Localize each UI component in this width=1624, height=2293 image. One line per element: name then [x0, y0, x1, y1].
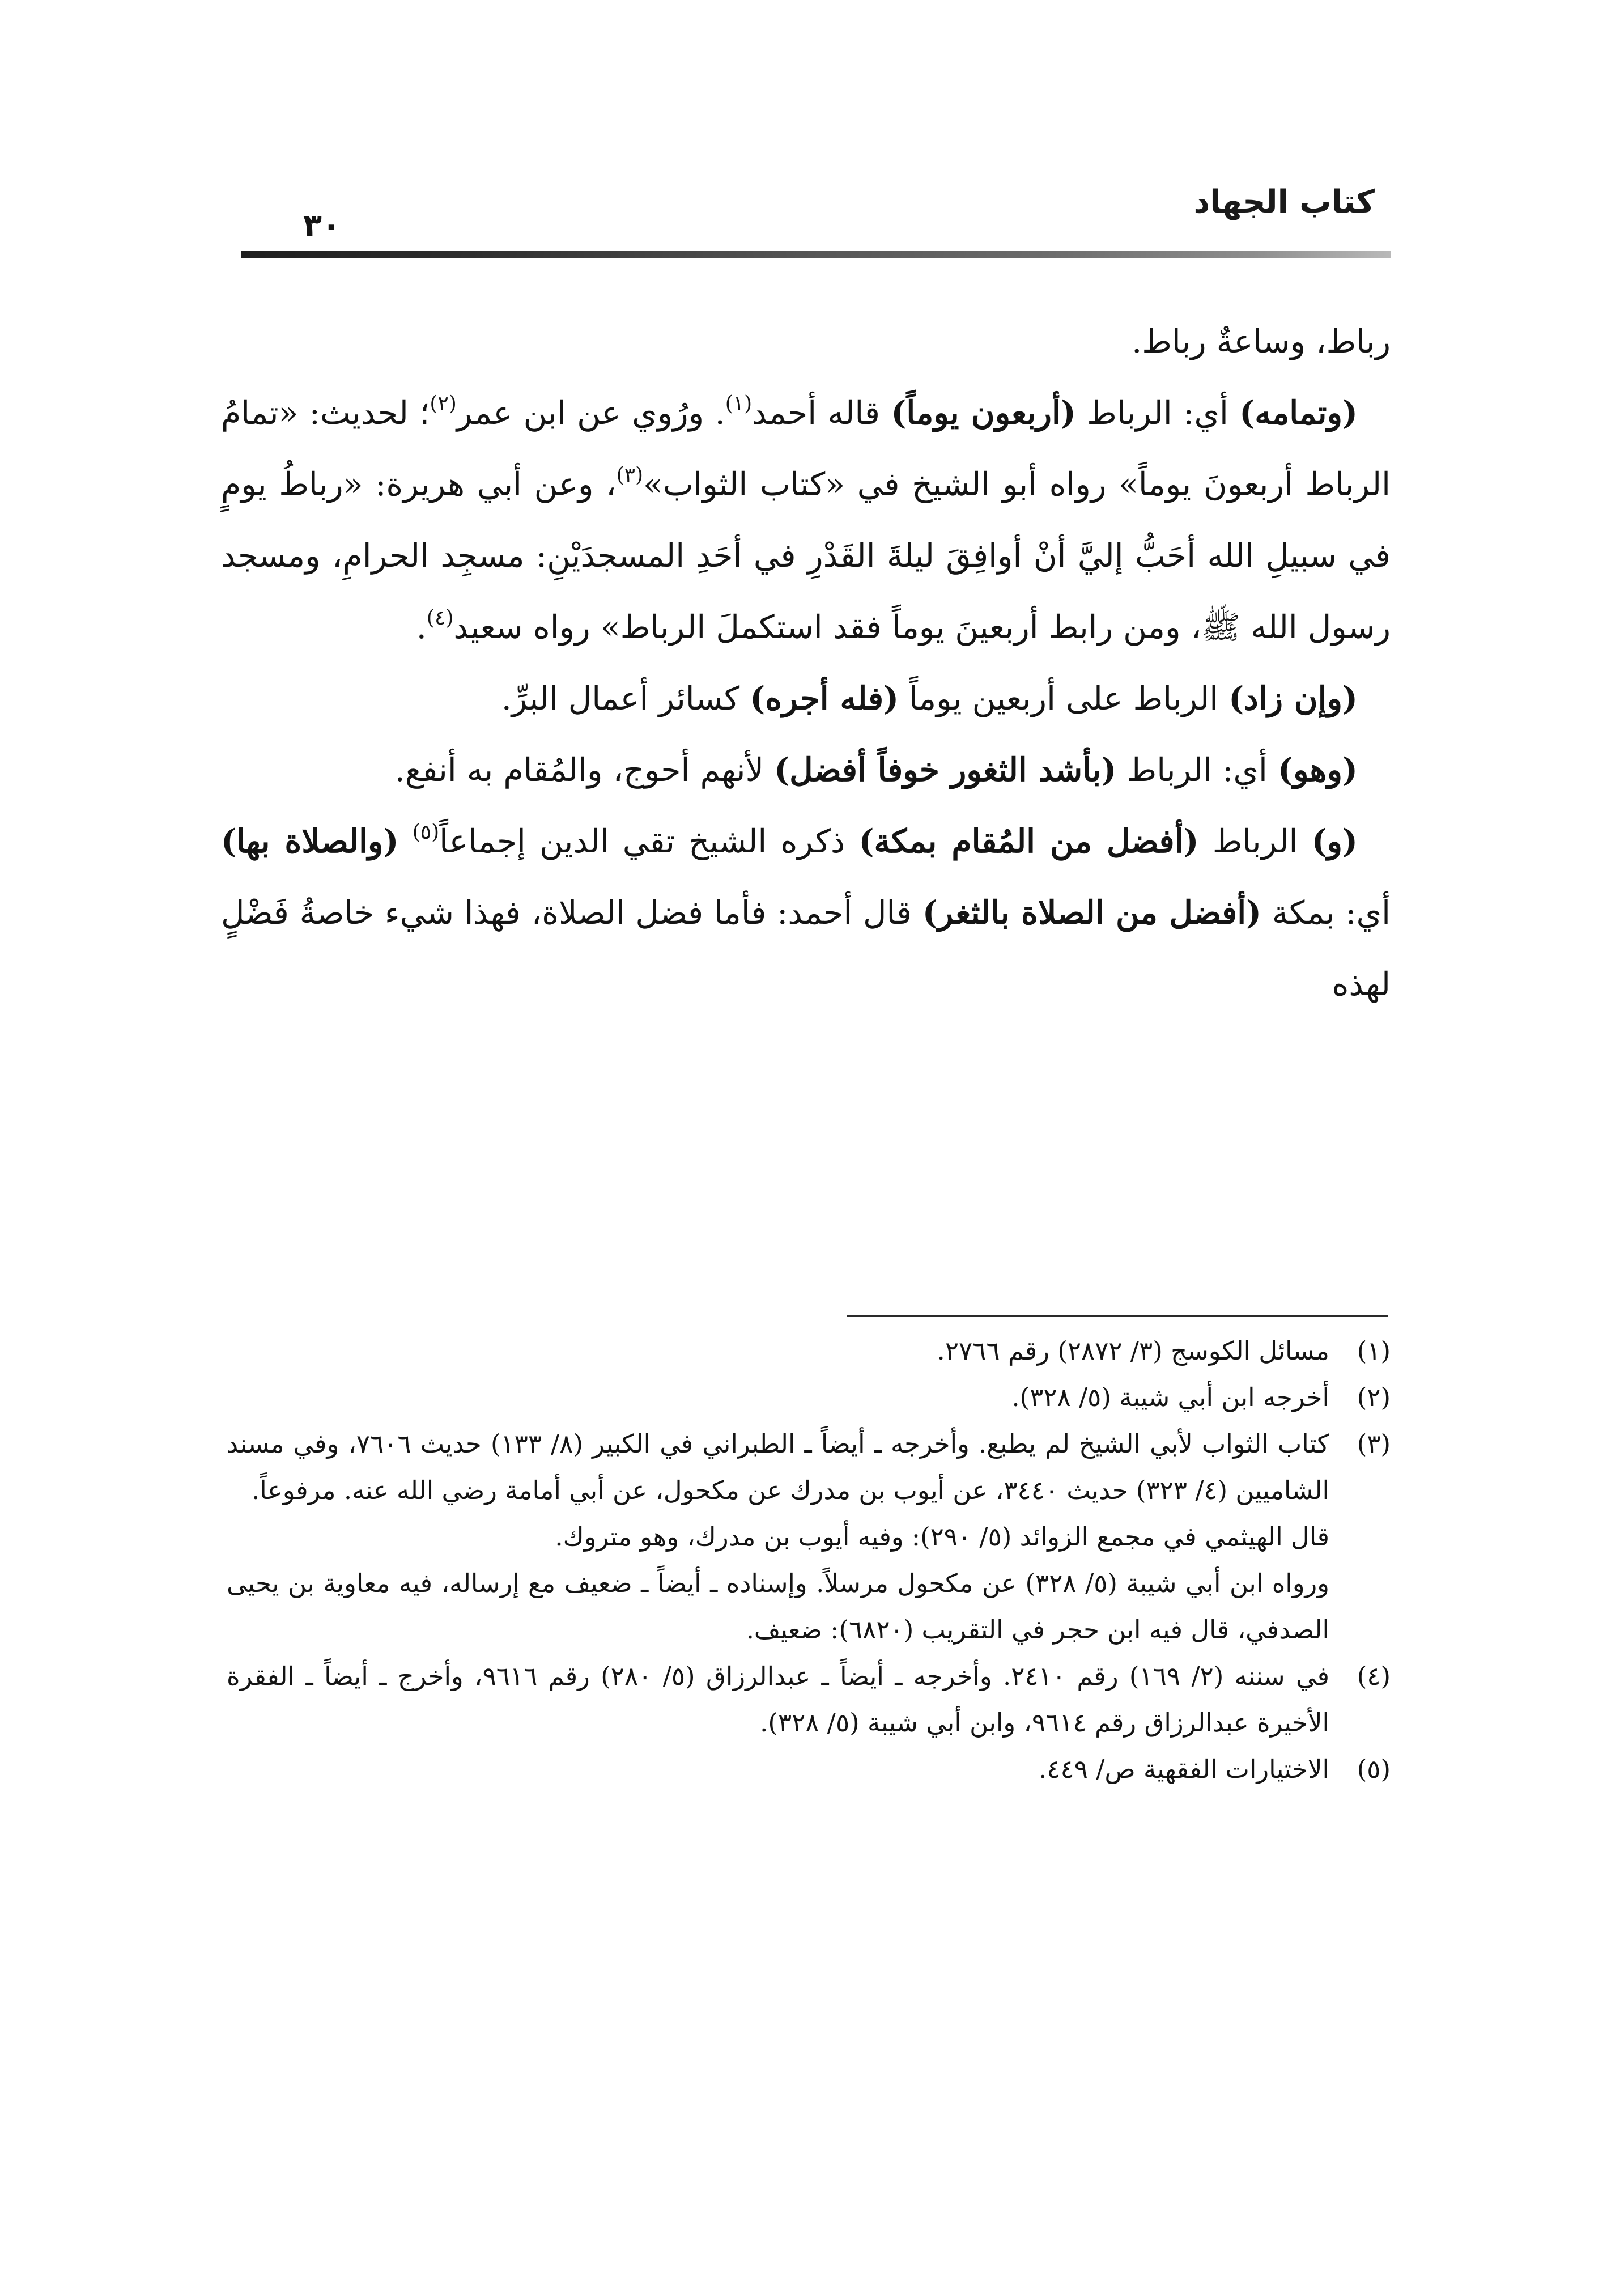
text-run: لأنهم أحوج، والمُقام به أنفع. — [394, 751, 775, 789]
page-number: ٣٠ — [303, 207, 341, 243]
paragraph-3 — [221, 663, 1391, 734]
bold-term: (فله أجره) — [750, 680, 899, 717]
text-run: كسائر أعمال البرِّ. — [501, 680, 750, 717]
footnote-ref: (٣) — [616, 464, 644, 487]
footnote-2 — [227, 1374, 1391, 1421]
bold-term: (وهو) — [1278, 751, 1358, 789]
main-text — [221, 306, 1391, 1020]
footnote-text: ورواه ابن أبي شيبة (٥/ ٣٢٨) عن مكحول مرسلاً. وإسناده ـ أيضاً ـ ضعيف مع إرساله، فيه معاوية بن يحيى الصدفي، قال فيه ابن حجر في التقريب (٦٨٢٠): ضعيف. — [227, 1568, 1330, 1645]
running-title: كتاب الجهاد — [1193, 184, 1375, 220]
footnotes — [227, 1328, 1391, 1793]
paragraph-1: رباط، وساعةٌ رباط. — [1132, 323, 1391, 360]
text-run: الرباط — [1198, 823, 1312, 860]
text-run: ؛ لحديث: «تمامُ الرباط أربعونَ يوماً» رواه أبو الشيخ في «كتاب الثواب» — [221, 394, 1391, 503]
footnote-number: (٥) — [1357, 1754, 1391, 1784]
paragraph-5 — [221, 806, 1391, 1020]
text-run: . — [416, 609, 427, 646]
footnote-ref: (٥) — [412, 821, 440, 844]
header-rule — [241, 251, 1391, 258]
footnote-text: مسائل الكوسج (٣/ ٢٨٧٢) رقم ٢٧٦٦. — [937, 1336, 1329, 1366]
bold-term: (وإن زاد) — [1228, 680, 1358, 717]
footnote-ref: (٤) — [426, 606, 454, 630]
footnote-text: في سننه (٢/ ١٦٩) رقم ٢٤١٠. وأخرجه ـ أيضاً ـ عبدالرزاق (٥/ ٢٨٠) رقم ٩٦١٦، وأخرج ـ أيضاً ـ الفقرة الأخيرة عبدالرزاق رقم ٩٦١٤، وابن أبي شيبة (٥/ ٣٢٨). — [227, 1661, 1330, 1738]
text-run: قال أحمد: فأما فضل الصلاة، فهذا شيء خاصةُ فَضْلٍ لهذه — [221, 894, 1391, 1003]
footnote-number: (٤) — [1357, 1661, 1391, 1691]
paragraph-4 — [221, 734, 1391, 806]
bold-term: (بأشد الثغور خوفاً أفضل) — [774, 751, 1117, 789]
bold-term: (أفضل من المُقام بمكة) — [858, 822, 1199, 860]
footnote-number: (٢) — [1357, 1382, 1391, 1412]
footnote-5 — [227, 1746, 1391, 1793]
text-run — [398, 823, 412, 860]
bold-term: (والصلاة بها) — [221, 822, 399, 860]
footnote-ref: (١) — [725, 392, 753, 415]
text-run: أي: الرباط — [1116, 751, 1278, 789]
footnote-separator — [847, 1315, 1388, 1317]
text-run: ذكره الشيخ تقي الدين إجماعاً — [439, 823, 859, 860]
footnote-text: الاختيارات الفقهية ص/ ٤٤٩. — [1039, 1754, 1329, 1784]
bold-term: (وتمامه) — [1239, 394, 1358, 432]
footnote-1 — [227, 1328, 1391, 1374]
footnote-text: أخرجه ابن أبي شيبة (٥/ ٣٢٨). — [1011, 1382, 1329, 1412]
text-run: قاله أحمد — [752, 394, 891, 432]
paragraph-2 — [221, 377, 1391, 663]
footnote-text: كتاب الثواب لأبي الشيخ لم يطبع. وأخرجه ـ أيضاً ـ الطبراني في الكبير (٨/ ١٣٣) حديث ٧٦٠٦، وفي مسند الشاميين (٤/ ٣٢٣) حديث ٣٤٤٠، عن أيوب بن مدرك عن مكحول، عن أبي أمامة رضي الله عنه. مرفوعاً. — [227, 1429, 1329, 1505]
footnote-number: (١) — [1357, 1336, 1391, 1366]
text-run: أي: الرباط — [1075, 394, 1240, 432]
bold-term: (أربعون يوماً) — [891, 394, 1076, 432]
footnote-number: (٣) — [1357, 1429, 1391, 1459]
footnote-text: قال الهيثمي في مجمع الزوائد (٥/ ٢٩٠): وفيه أيوب بن مدرك، وهو متروك. — [555, 1522, 1329, 1552]
bold-term: (أفضل من الصلاة بالثغر) — [922, 894, 1262, 932]
text-run: أي: بمكة — [1261, 894, 1391, 932]
text-run: . ورُوي عن ابن عمر — [456, 394, 725, 432]
footnote-4 — [227, 1653, 1391, 1746]
bold-term: (و) — [1311, 822, 1358, 860]
footnote-3 — [227, 1421, 1391, 1653]
text-run: الرباط على أربعين يوماً — [899, 680, 1229, 717]
footnote-ref: (٢) — [430, 392, 457, 415]
text-run: ، وعن أبي هريرة: «رباطُ يومٍ في سبيلِ الله أحَبُّ إليَّ أنْ أوافِقَ ليلةَ القَدْرِ في أحَدِ المسجدَيْنِ: مسجِد الحرامِ، ومسجد رسول الله ﷺ، ومن رابط أربعينَ يوماً فقد استكملَ الرباط» رواه سعيد — [221, 466, 1391, 646]
